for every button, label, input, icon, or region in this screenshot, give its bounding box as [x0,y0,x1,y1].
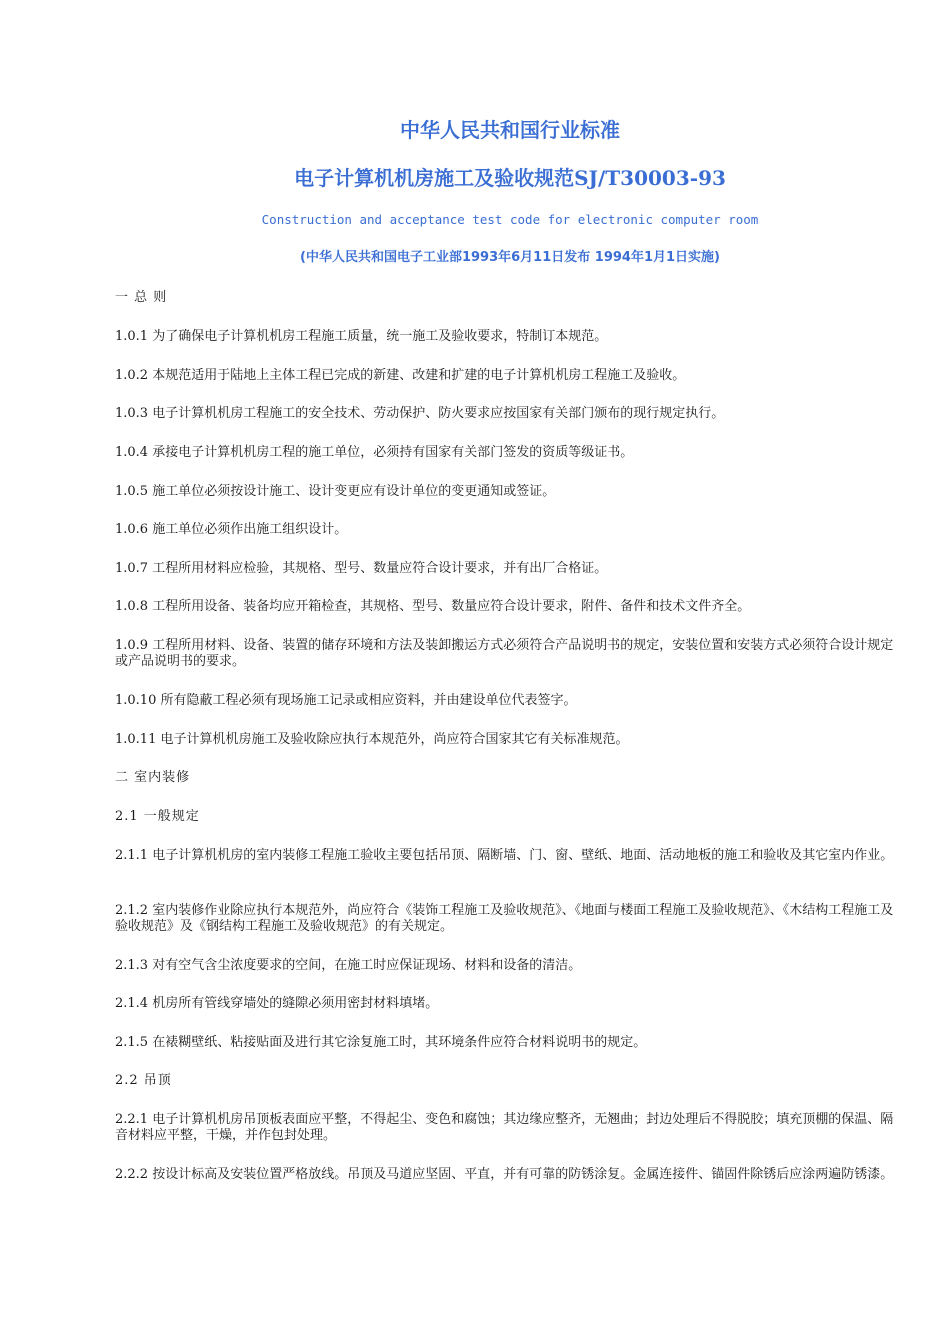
clause-2-1-3: 2.1.3 对有空气含尘浓度要求的空间，在施工时应保证现场、材料和设备的清洁。 [115,958,582,973]
clause-1-0-7: 1.0.7 工程所用材料应检验，其规格、型号、数量应符合设计要求，并有出厂合格证。 [115,561,608,576]
section-heading-interior: 二 室内装修 [115,770,191,785]
clause-1-0-1: 1.0.1 为了确保电子计算机机房工程施工质量，统一施工及验收要求，特制订本规范。 [115,329,608,344]
issue-info: (中华人民共和国电子工业部1993年6月11日发布 1994年1月1日实施) [300,250,720,265]
clause-1-0-5: 1.0.5 施工单位必须按设计施工、设计变更应有设计单位的变更通知或签证。 [115,484,556,499]
english-title: Construction and acceptance test code for electronic computer room [261,212,759,227]
document-title: 中华人民共和国行业标准 [400,118,620,142]
clause-2-2-1: 2.2.1 电子计算机机房吊顶板表面应平整，不得起尘、变色和腐蚀；其边缘应整齐，无翘曲；封边处理后不得脱胶；填充顶棚的保温、隔音材料应平整，干燥，并作包封处理。 [115,1112,894,1143]
clause-1-0-3: 1.0.3 电子计算机机房工程施工的安全技术、劳动保护、防火要求应按国家有关部门颁布的现行规定执行。 [115,406,725,421]
clause-1-0-8: 1.0.8 工程所用设备、装备均应开箱检查，其规格、型号、数量应符合设计要求，附件、备件和技术文件齐全。 [115,599,751,614]
clause-1-0-9: 1.0.9 工程所用材料、设备、装置的储存环境和方法及装卸搬运方式必须符合产品说明书的规定，安装位置和安装方式必须符合设计规定或产品说明书的要求。 [115,638,894,669]
clause-2-1-4: 2.1.4 机房所有管线穿墙处的缝隙必须用密封材料填堵。 [115,996,439,1011]
clause-1-0-4: 1.0.4 承接电子计算机机房工程的施工单位，必须持有国家有关部门签发的资质等级证书。 [115,445,634,460]
clause-1-0-6: 1.0.6 施工单位必须作出施工组织设计。 [115,522,348,537]
section-heading-general: 一 总 则 [115,290,168,305]
clause-1-0-2: 1.0.2 本规范适用于陆地上主体工程已完成的新建、改建和扩建的电子计算机机房工程施工及验收。 [115,368,686,383]
clause-2-2-2: 2.2.2 按设计标高及安装位置严格放线。吊顶及马道应坚固、平直，并有可靠的防锈涂复。金属连接件、锚固件除锈后应涂两遍防锈漆。 [115,1167,894,1182]
clause-1-0-11: 1.0.11 电子计算机机房施工及验收除应执行本规范外，尚应符合国家其它有关标准规范。 [115,732,629,747]
subsection-heading-ceiling: 2.2 吊顶 [115,1073,172,1088]
clause-2-1-5: 2.1.5 在裱糊壁纸、粘接贴面及进行其它涂复施工时，其环境条件应符合材料说明书的规定。 [115,1035,647,1050]
standard-title: 电子计算机机房施工及验收规范SJ/T30003-93 [294,166,726,190]
clause-2-1-1: 2.1.1 电子计算机机房的室内装修工程施工验收主要包括吊顶、隔断墙、门、窗、壁纸、地面、活动地板的施工和验收及其它室内作业。 [115,848,894,863]
clause-1-0-10: 1.0.10 所有隐蔽工程必须有现场施工记录或相应资料，并由建设单位代表签字。 [115,693,577,708]
subsection-heading-general-rules: 2.1 一般规定 [115,809,200,824]
clause-2-1-2: 2.1.2 室内装修作业除应执行本规范外，尚应符合《装饰工程施工及验收规范》、《地面与楼面工程施工及验收规范》、《木结构工程施工及验收规范》及《钢结构工程施工及验收规范》的有关规定。 [115,903,894,934]
